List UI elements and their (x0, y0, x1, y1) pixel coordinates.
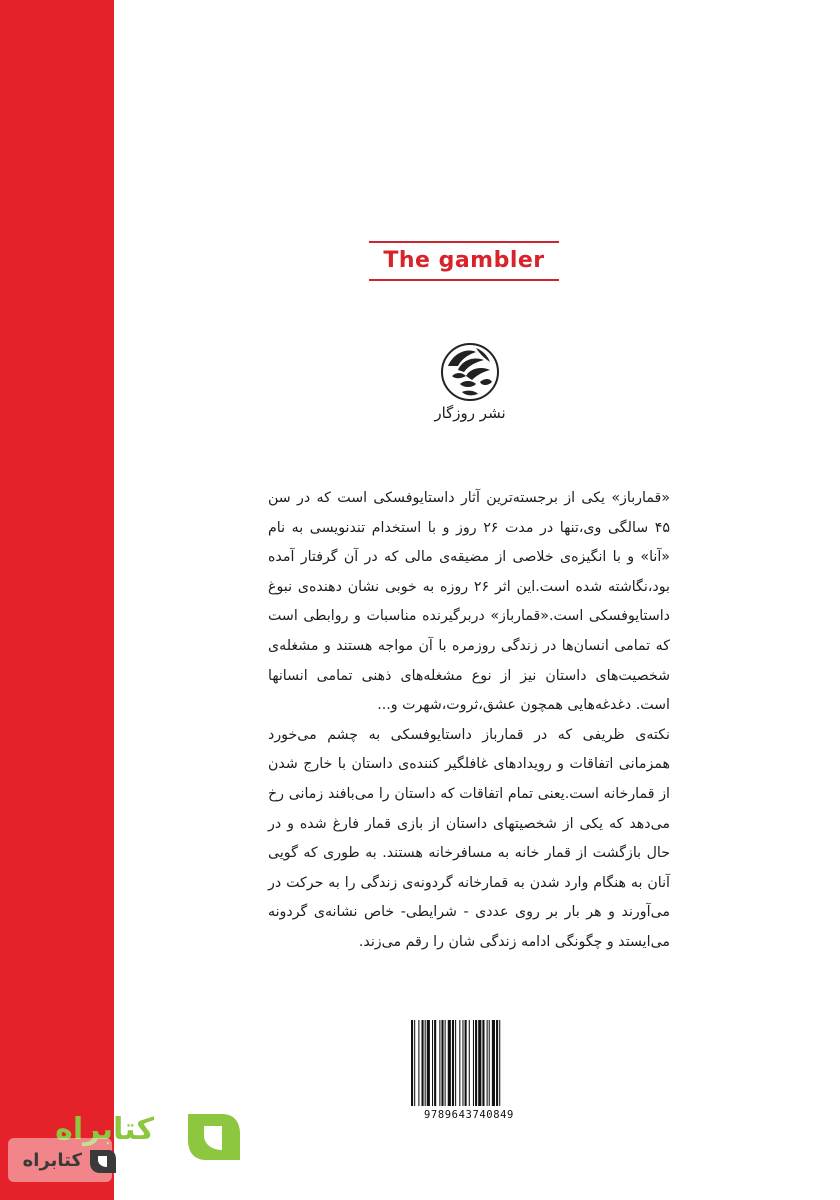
barcode-bar (445, 1020, 446, 1106)
barcode-bar (475, 1020, 477, 1106)
barcode-bar (452, 1020, 454, 1106)
watermark-text-large: کتابراه (55, 1112, 154, 1147)
barcode-bar (465, 1020, 467, 1106)
isbn-number: 9789643740849 (424, 1109, 514, 1121)
barcode-bar (478, 1020, 481, 1106)
red-spine-band (0, 0, 114, 1200)
publisher-logo-icon (436, 342, 504, 402)
blurb-paragraph-2: نکته‌ی ظریفی که در قمارباز داستایوفسکی به چشم می‌خورد همزمانی اتفاقات و رویدادهای غافلگیر کننده‌ی داستان با خارج شدن از قمارخانه است.یعنی تمام اتفاقات که داستان را می‌بافند زمانی رخ می‌دهد که یکی از شخصیتهای داستان از بازی قمار فارغ شده و در حال بازگشت از قمار خانه به مسافرخانه هستند. به طوری که گویی آنان به هنگام وارد شدن به قمارخانه گردونه‌ی زندگی را به حرکت در می‌آورند و هر بار بر روی عددی - شرایطی- خاص نشانه‌ی گردونه می‌ایستد و چگونگی ادامه زندگی شان را رقم می‌زند. (268, 726, 670, 950)
barcode-bar (492, 1020, 495, 1106)
title-rule-bottom (369, 279, 559, 281)
barcode-bar (469, 1020, 470, 1106)
publisher-name: نشر روزگار (434, 404, 506, 422)
barcode-bar (411, 1020, 413, 1106)
book-leaf-icon (182, 1106, 244, 1172)
back-cover-blurb (268, 484, 670, 958)
title-block (369, 241, 559, 281)
barcode-bar (439, 1020, 440, 1106)
book-leaf-icon-small (88, 1146, 118, 1180)
barcode-bar (418, 1020, 419, 1106)
barcode-bar (473, 1020, 474, 1106)
barcode-bar (414, 1020, 415, 1106)
watermark-ketabrah-small (8, 1138, 128, 1184)
blurb-paragraph-1: «قمارباز» یکی از برجسته‌ترین آثار داستایوفسکی است که در سن ۴۵ سالگی وی،تنها در مدت ۲۶ روز و با استخدام تندنویسی به نام «آنا» و با انگیزه‌ی خلاصی از مضیقه‌ی مالی که در آن گرفتار آمده بود،نگاشته شده است.این اثر ۲۶ روزه به خوبی نشان دهنده‌ی نبوغ داستایوفسکی است.«قمارباز» دربرگیرنده مناسبات و روابطی است که تمامی انسان‌ها در زندگی روزمره با آن مواجه هستند و مشغله‌ی شخصیت‌های داستان نیز از نوع مشغله‌های ذهنی تمامی انسانها است. دغدغه‌هایی همچون عشق،ثروت،شهرت و... (268, 490, 670, 714)
book-title: The gambler (383, 248, 545, 273)
barcode-bar (425, 1020, 426, 1106)
barcode-bar (496, 1020, 498, 1106)
barcode-bar (422, 1020, 424, 1106)
barcode-bar (499, 1020, 500, 1106)
barcode-bar (482, 1020, 484, 1106)
barcode-bar (459, 1020, 460, 1106)
barcode-bar (489, 1020, 490, 1106)
barcode-bar (434, 1020, 436, 1106)
watermark-text-small: کتابراه (22, 1150, 82, 1171)
barcode-bar (427, 1020, 430, 1106)
barcode-bar (487, 1020, 488, 1106)
barcode-bar (448, 1020, 451, 1106)
barcode (407, 1020, 531, 1118)
barcode-bar (441, 1020, 443, 1106)
barcode-bar (432, 1020, 433, 1106)
barcode-bar (455, 1020, 456, 1106)
barcode-bar (462, 1020, 463, 1106)
